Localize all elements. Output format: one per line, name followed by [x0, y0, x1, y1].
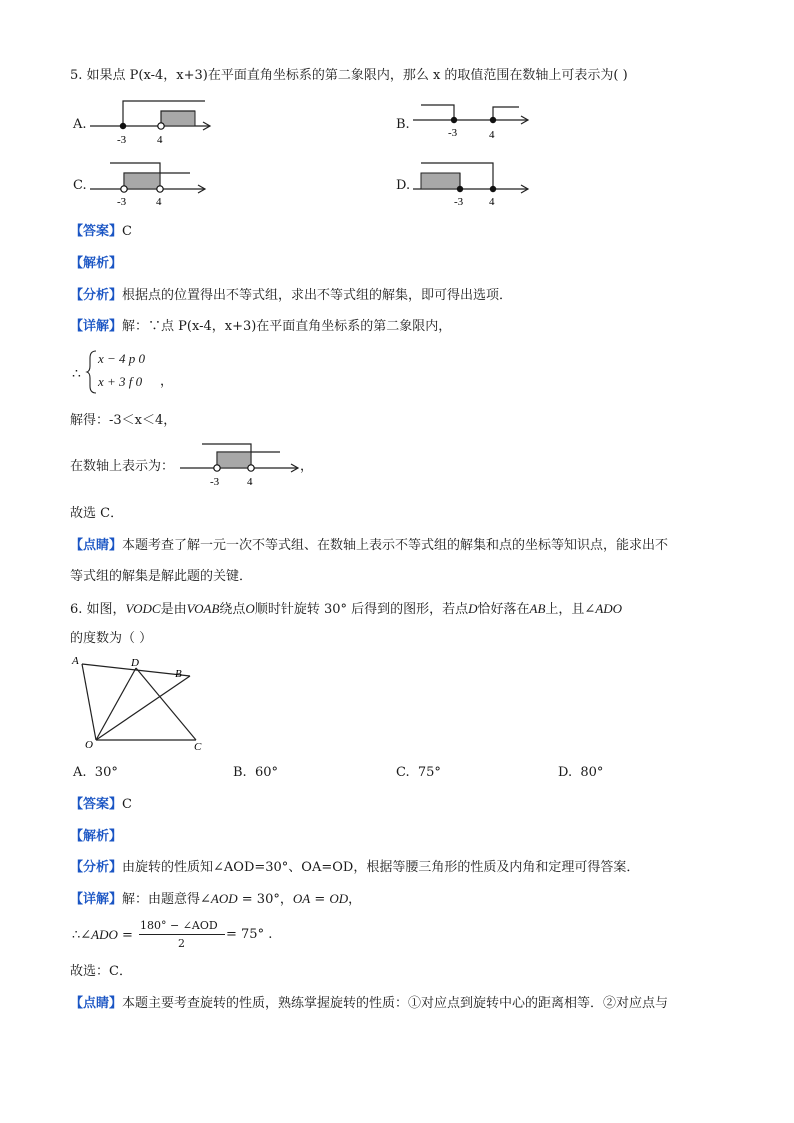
tick-label: 4 — [489, 196, 495, 208]
stem-var: O — [245, 601, 255, 616]
option-value: 60° — [254, 765, 278, 780]
calc-result: = 75° . — [226, 927, 273, 942]
q6-option-c — [396, 765, 441, 781]
q5-option-a-letter: A. — [73, 117, 87, 132]
q6-stem — [70, 601, 622, 618]
q5-dianjing-line2: 等式组的解集是解此题的关键． — [70, 569, 253, 584]
q5-numline-text: 在数轴上表示为： — [70, 459, 175, 474]
q5-xiangjie-line — [70, 319, 451, 335]
calc-eq: = — [117, 928, 133, 943]
tick-label: -3 — [210, 476, 220, 488]
answer-tag: 【答案】 — [70, 797, 123, 812]
answer-value: C — [122, 224, 132, 239]
label-O: O — [85, 739, 93, 751]
xiangjie-tag: 【详解】 — [70, 319, 123, 334]
fraction-denominator: 2 — [178, 937, 185, 950]
q6-rotation-figure — [68, 652, 218, 758]
q6-calc-prefix — [72, 927, 133, 944]
q5-answer-line — [70, 224, 132, 240]
tick-label: -3 — [117, 196, 127, 208]
label-A: A — [72, 655, 79, 667]
q5-analysis-tag: 【解析】 — [70, 256, 123, 271]
stem-part: 绕点 — [219, 602, 246, 617]
q5-option-c-numberline — [90, 160, 220, 210]
q6-answer-line — [70, 797, 132, 813]
fenxi-text: 由旋转的性质知∠AOD=30°、OA=OD，根据等腰三角形的性质及内角和定理可得答案． — [122, 860, 640, 875]
option-letter: D. — [558, 765, 573, 780]
option-value: 75° — [417, 765, 441, 780]
fraction-bar — [139, 934, 225, 935]
q5-solve: 解得：-3＜x＜4， — [70, 413, 177, 428]
numline-comma: ， — [300, 459, 314, 474]
tick-label: -3 — [454, 196, 464, 208]
q5-choose: 故选 C． — [70, 506, 124, 521]
inequality-1: x − 4 p 0 — [98, 351, 146, 366]
q5-option-d-letter: D. — [396, 178, 411, 193]
fenxi-tag: 【分析】 — [70, 288, 123, 303]
stem-var: VODC — [125, 601, 161, 616]
system-brace — [86, 350, 98, 394]
q6-stem-line2: 的度数为（ ） — [70, 631, 153, 646]
dianjing-text: 本题主要考查旋转的性质，熟练掌握旋转的性质：①对应点到旋转中心的距离相等．②对应点与 — [122, 996, 669, 1011]
q5-dianjing-line1 — [70, 538, 668, 554]
stem-var: VOAB — [186, 601, 220, 616]
stem-part: 是由 — [160, 602, 187, 617]
xiangjie-var: OD — [329, 891, 349, 906]
calc-prefix: ∴∠ — [72, 928, 92, 943]
label-C: C — [194, 741, 202, 753]
tick-label: 4 — [157, 134, 163, 146]
dianjing-tag: 【点睛】 — [70, 996, 123, 1011]
xiangjie-part: = — [310, 892, 330, 907]
tick-label: -3 — [448, 127, 458, 139]
label-B: B — [175, 668, 182, 680]
q5-option-b-numberline — [413, 98, 543, 146]
therefore-symbol: ∴ — [72, 366, 81, 382]
q5-option-a-numberline — [90, 96, 220, 151]
xiangjie-var: OA — [292, 891, 311, 906]
q6-xiangjie-line — [70, 891, 361, 908]
q5-option-c-letter: C. — [73, 178, 87, 193]
stem-part: 恰好落在 — [477, 602, 530, 617]
q6-dianjing-line — [70, 996, 668, 1012]
inequality-2: x + 3 f 0 — [98, 374, 143, 389]
stem-var: AB — [529, 601, 546, 616]
xiangjie-part: 解：由题意得∠ — [122, 892, 211, 907]
tick-label: 4 — [247, 476, 253, 488]
xiangjie-var: AOD — [210, 891, 238, 906]
option-letter: C. — [396, 765, 410, 780]
fenxi-tag: 【分析】 — [70, 860, 123, 875]
fenxi-text: 根据点的位置得出不等式组，求出不等式组的解集，即可得出选项． — [122, 288, 513, 303]
tick-label: 4 — [156, 196, 162, 208]
q6-option-b — [233, 765, 278, 781]
closed-dot — [120, 123, 126, 129]
stem-var: ADO — [595, 601, 623, 616]
q5-option-b-letter: B. — [396, 117, 410, 132]
answer-tag: 【答案】 — [70, 224, 123, 239]
stem-var: D — [468, 601, 478, 616]
q5-stem: 5. 如果点 P(x-4，x+3)在平面直角坐标系的第二象限内，那么 x 的取值范围在数轴上可表示为( ) — [70, 68, 628, 83]
option-letter: B. — [233, 765, 247, 780]
stem-part: 上，且∠ — [545, 602, 596, 617]
q6-fenxi-line — [70, 860, 639, 876]
q6-analysis-tag: 【解析】 — [70, 829, 123, 844]
xiangjie-part: ， — [348, 892, 362, 907]
q6-choose: 故选：C． — [70, 964, 132, 979]
xiangjie-part: = 30°， — [237, 892, 293, 907]
dianjing-tag: 【点睛】 — [70, 538, 123, 553]
calc-var: ADO — [91, 927, 118, 942]
q5-solution-numberline — [180, 441, 310, 491]
label-D: D — [131, 657, 139, 669]
option-value: 80° — [580, 765, 604, 780]
q6-option-a — [73, 765, 118, 781]
xiangjie-text: 解：∵点 P(x-4，x+3)在平面直角坐标系的第二象限内， — [122, 319, 452, 334]
xiangjie-tag: 【详解】 — [70, 892, 123, 907]
tick-label: 4 — [489, 129, 495, 141]
dianjing-text: 本题考查了解一元一次不等式组、在数轴上表示不等式组的解集和点的坐标等知识点，能求出不 — [122, 538, 669, 553]
stem-part: 6. 如图， — [70, 602, 126, 617]
open-dot — [158, 123, 164, 129]
q5-option-d-numberline — [413, 160, 543, 210]
q5-fenxi-line — [70, 288, 512, 304]
option-letter: A. — [73, 765, 87, 780]
inequality-comma: ， — [160, 374, 174, 389]
tick-label: -3 — [117, 134, 127, 146]
stem-part: 顺时针旋转 30° 后得到的图形，若点 — [254, 602, 469, 617]
fraction-numerator: 180° − ∠AOD — [140, 919, 218, 932]
option-value: 30° — [94, 765, 118, 780]
answer-value: C — [122, 797, 132, 812]
q6-option-d — [558, 765, 603, 781]
